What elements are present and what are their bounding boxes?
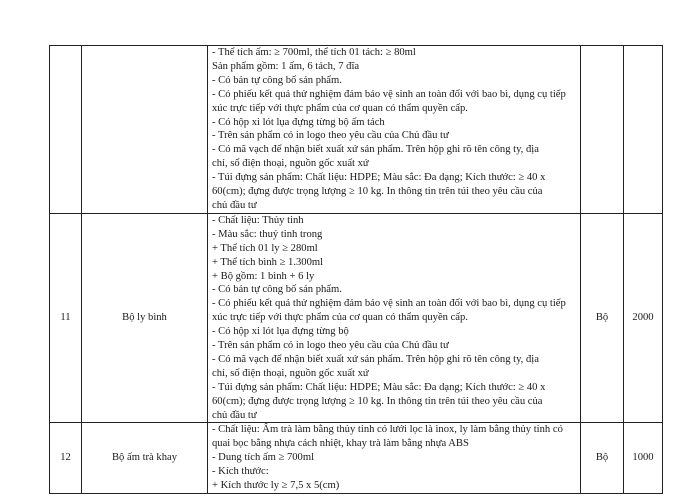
quantity-cell: 2000 [624,213,663,423]
unit-cell [581,46,624,214]
description-cell [208,423,581,494]
description-line: - Có bản tự công bố sản phẩm. [212,74,342,86]
unit-cell: Bộ [581,423,624,494]
table-row [50,423,663,494]
specification-table [49,45,663,494]
description-line: xúc trực tiếp với thực phẩm của cơ quan có thẩm quyền cấp. [212,102,468,114]
description-line: chỉ, số điện thoại, nguồn gốc xuất xứ [212,158,369,170]
description-line: - Trên sản phẩm có in logo theo yêu cầu của Chủ đầu tư [212,340,449,352]
description-cell [208,46,581,214]
description-line: Sản phẩm gồm: 1 ấm, 6 tách, 7 đĩa [212,60,360,72]
description-line: - Có phiếu kết quả thử nghiệm đảm bảo vệ sinh an toàn đối với bao bì, dụng cụ tiếp [212,88,566,100]
item-name-cell: Bộ ly bình [82,213,208,423]
unit-cell: Bộ [581,213,624,423]
description-line: - Có mã vạch để nhận biết xuất xứ sản phẩm. Trên hộp ghi rõ tên công ty, địa [212,353,539,365]
description-line: - Thể tích ấm: ≥ 700ml, thể tích 01 tách: ≥ 80ml [212,47,416,58]
quantity-cell [624,46,663,214]
description-line: - Chất liệu: Thủy tinh [212,214,304,226]
description-line: 60(cm); đựng được trọng lượng ≥ 10 kg. In thông tin trên túi theo yêu cầu của [212,186,543,198]
quantity-cell: 1000 [624,423,663,494]
table-row [50,46,663,214]
description-line: - Có hộp xi lót lụa đựng từng bộ ấm tách [212,116,385,128]
description-line: + Kích thước ly ≥ 7,5 x 5(cm) [212,480,340,492]
description-line: chủ đầu tư [212,409,257,421]
description-line: - Túi đựng sản phẩm: Chất liệu: HDPE; Màu sắc: Đa dạng; Kích thước: ≥ 40 x [212,381,546,393]
description-line: - Dung tích ấm ≥ 700ml [212,452,315,464]
description-line: xúc trực tiếp với thực phẩm của cơ quan có thẩm quyền cấp. [212,312,468,324]
description-line: - Có phiếu kết quả thử nghiệm đảm bảo vệ sinh an toàn đối với bao bì, dụng cụ tiếp [212,298,566,310]
description-line: + Bộ gồm: 1 bình + 6 ly [212,270,315,282]
description-line: quai bọc bằng nhựa cách nhiệt, khay trà làm bằng nhựa ABS [212,438,469,450]
description-line: - Màu sắc: thuỷ tinh trong [212,228,323,240]
description-line: chủ đầu tư [212,199,257,211]
description-line: - Túi đựng sản phẩm: Chất liệu: HDPE; Màu sắc: Đa dạng; Kích thước: ≥ 40 x [212,172,546,184]
description-line: - Kích thước: [212,466,269,478]
description-line: 60(cm); đựng được trọng lượng ≥ 10 kg. In thông tin trên túi theo yêu cầu của [212,395,543,407]
description-line: + Thể tích 01 ly ≥ 280ml [212,242,318,254]
description-line: - Có bản tự công bố sản phẩm. [212,284,342,296]
item-name-cell: Bộ ấm trà khay [82,423,208,494]
row-number-cell: 11 [50,213,82,423]
table-row [50,213,663,423]
description-line: - Có hộp xi lót lụa đựng từng bộ [212,326,349,338]
row-number-cell [50,46,82,214]
description-line: - Chất liệu: Ấm trà làm bằng thủy tinh có lưới lọc là inox, ly làm bằng thủy tinh có [212,424,563,436]
item-name-cell [82,46,208,214]
description-line: - Có mã vạch để nhận biết xuất xứ sản phẩm. Trên hộp ghi rõ tên công ty, địa [212,144,539,156]
row-number-cell: 12 [50,423,82,494]
description-cell [208,213,581,423]
description-line: chỉ, số điện thoại, nguồn gốc xuất xứ [212,367,369,379]
description-line: + Thể tích bình ≥ 1.300ml [212,256,324,268]
description-line: - Trên sản phẩm có in logo theo yêu cầu của Chủ đầu tư [212,130,449,142]
